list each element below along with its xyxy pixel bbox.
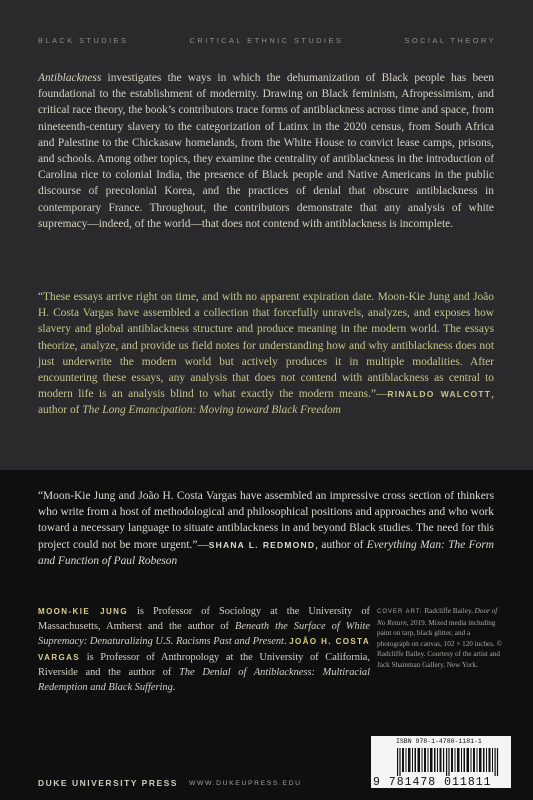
publisher-name: DUKE UNIVERSITY PRESS (38, 778, 178, 788)
blurb-affiliation: , author of (38, 388, 494, 417)
editor-book: The Denial of Antiblackness: Multiracial Redemption and Black Suffering (38, 666, 370, 694)
punctuation: . (283, 636, 287, 648)
description-text: investigates the ways in which the dehumanization of Black people has been foundational to the establishment of modernity. Drawing on Black feminism, Afropessimism, and critical race theory, the book’s contributors trace forms of antiblackness across time and space, from nineteenth-century slavery to the categorization of Latinx in the 2020 census, from South Africa and Palestine to the Chickasaw homelands, from the White House to convict lease camps, prisons, and schools. Among other topics, they examine the centrality of antiblackness in the introduction of Carolina rice to colonial India, the presence of Black people and Native Americans in the public discourse of precolonial Korea, and the practices of denial that obscure antiblackness in contemporary France. Throughout, the contributors demonstrate that any analysis of white supremacy—indeed, of the world—that does not contend with antiblackness is incomplete. (38, 72, 494, 230)
blurb-author: RINALDO WALCOTT (387, 389, 492, 400)
category-critical-ethnic-studies: CRITICAL ETHNIC STUDIES (189, 36, 344, 45)
cover-art-title: Door of No Return (377, 607, 498, 627)
blurb-book: Everything Man: The Form and Function of Paul Robeson (38, 538, 494, 567)
editor-name: MOON-KIE JUNG (38, 607, 128, 616)
category-black-studies: BLACK STUDIES (38, 36, 129, 45)
category-list (38, 36, 496, 45)
editor-bios (38, 604, 370, 695)
blurb-affiliation: , author of (315, 538, 367, 551)
blurb-walcott (38, 289, 494, 419)
book-description (38, 70, 494, 232)
editor-book: Beneath the Surface of White Supremacy: Denaturalizing U.S. Racisms Past and Present (38, 621, 370, 648)
blurb-book: The Long Emancipation: Moving toward Black Freedom (82, 404, 341, 417)
blurb-quote: “Moon-Kie Jung and João H. Costa Vargas have assembled an impressive cross section of thinkers who write from a host of methodological and philosophical positions and approaches and who work toward a necessary language to situate antiblackness in and beyond Black studies. The need for this project could not be more urgent.”— (38, 490, 494, 551)
editor-name: JOÃO H. COSTA VARGAS (38, 637, 370, 662)
publisher-website: WWW.DUKEUPRESS.EDU (189, 780, 302, 787)
cover-art-artist: Radcliffe Bailey, (422, 607, 475, 615)
cover-art-details: , 2019. Mixed media including paint on tarp, black glitter, and a photograph on canvas, 102 × 120 inches. © Radcliffe Bailey. Courtesy of the artist and Jack Shainman Gallery, New York. (377, 618, 503, 669)
blurb-redmond (38, 488, 494, 569)
cover-art-label: COVER ART: (377, 609, 423, 615)
book-title: Antiblackness (38, 72, 102, 84)
barcode-number: 9 781478 011811 (373, 776, 492, 789)
barcode-bars-icon (397, 748, 507, 776)
isbn-label: ISBN 978-1-4780-1181-1 (396, 738, 482, 745)
blurb-quote: “These essays arrive right on time, and with no apparent expiration date. Moon-Kie Jung and João H. Costa Vargas have assembled a collection that forcefully unravels, analyzes, and exposes how slavery and global antiblackness structure and produce meaning in the modern world. The essays theorize, analyze, and provide us field notes for understanding how and why antiblackness does not just underwrite the modern world but actively produces it in multiple modalities. After encountering these essays, any analysis that does not contend with antiblackness as central to modern life is an analysis blind to what exactly the modern means.”— (38, 291, 494, 401)
isbn-barcode (371, 736, 511, 788)
punctuation: . (172, 682, 176, 694)
editor-bio-text: is Professor of Anthropology at the University of California, Riverside and the author of (38, 651, 370, 678)
category-social-theory: SOCIAL THEORY (404, 36, 496, 45)
editor-bio-text: is Professor of Sociology at the University of Massachusetts, Amherst and the author of (38, 606, 370, 633)
blurb-author: SHANA L. REDMOND (208, 539, 316, 550)
cover-art-credit (377, 606, 503, 671)
